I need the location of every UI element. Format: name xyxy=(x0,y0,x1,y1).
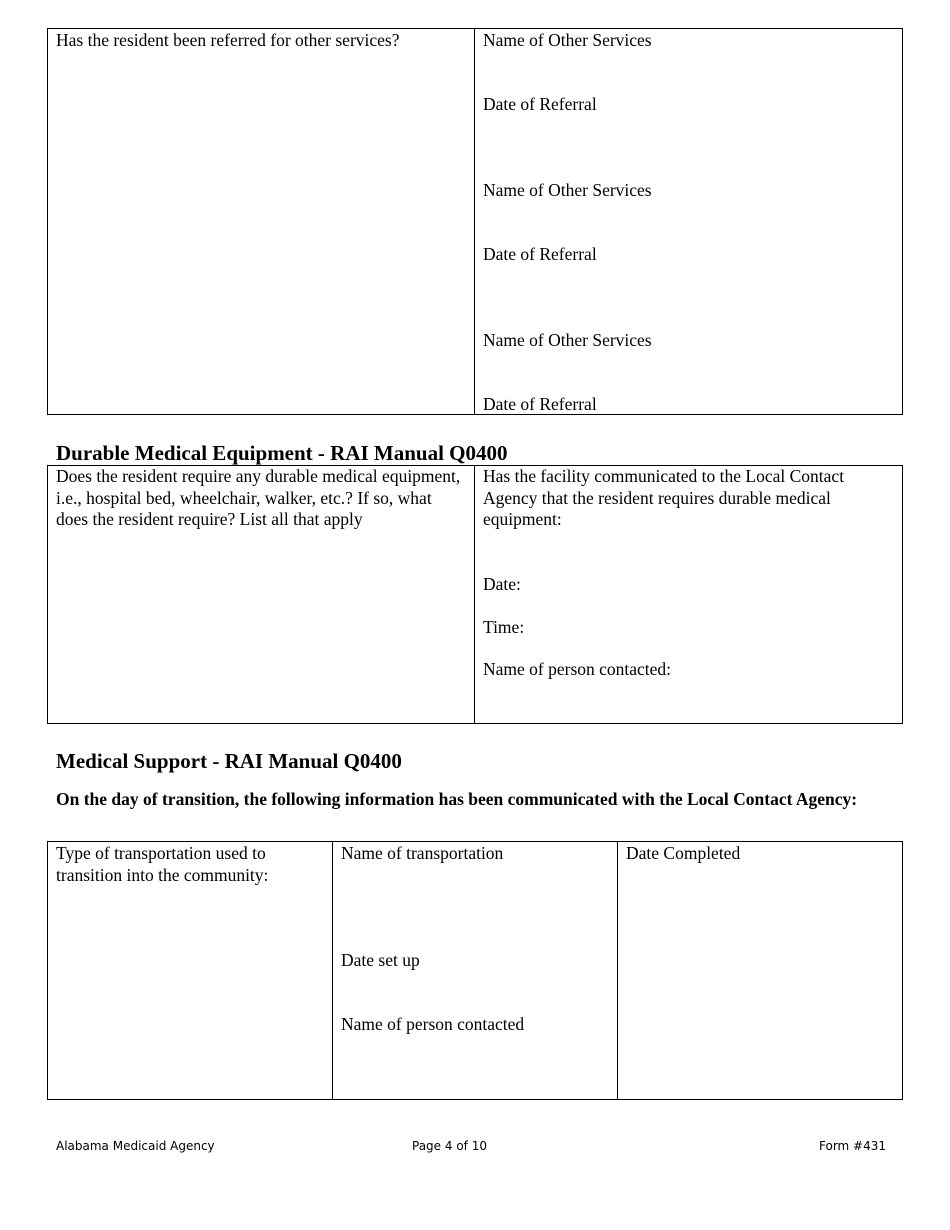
referral-answer-field[interactable] xyxy=(52,56,470,410)
dme-date-label: Date: xyxy=(483,574,521,594)
dme-question: Does the resident require any durable medical equipment, i.e., hospital bed, wheelchair, walker, etc.? If so, what does the resident require? List all that apply xyxy=(56,466,461,529)
referral-3-name-label: Name of Other Services xyxy=(483,330,652,350)
date-set-up-label: Date set up xyxy=(341,950,420,970)
medical-support-subheading: On the day of transition, the following information has been communicated with the Local Contact Agency: xyxy=(56,789,858,809)
dme-communication-question: Has the facility communicated to the Local Contact Agency that the resident requires durable medical equipment: xyxy=(483,466,845,529)
referral-2-date-label: Date of Referral xyxy=(483,244,597,264)
dme-person-label: Name of person contacted: xyxy=(483,659,672,679)
footer-page-number: Page 4 of 10 xyxy=(412,1139,487,1153)
transport-person-label: Name of person contacted xyxy=(341,1014,525,1034)
dme-table-divider xyxy=(474,465,475,724)
referral-1-date-label: Date of Referral xyxy=(483,94,597,114)
referral-3-date-label: Date of Referral xyxy=(483,394,597,414)
medical-support-divider-1 xyxy=(332,841,333,1100)
medical-support-heading: Medical Support - RAI Manual Q0400 xyxy=(56,749,402,773)
transport-type-field[interactable] xyxy=(52,890,328,1094)
referral-question: Has the resident been referred for other services? xyxy=(56,30,400,50)
referral-2-name-label: Name of Other Services xyxy=(483,180,652,200)
transport-name-label: Name of transportation xyxy=(341,843,504,863)
referral-1-name-label: Name of Other Services xyxy=(483,30,652,50)
date-completed-label: Date Completed xyxy=(626,843,741,863)
footer-agency: Alabama Medicaid Agency xyxy=(56,1139,215,1153)
dme-time-label: Time: xyxy=(483,617,525,637)
referral-table-divider xyxy=(474,28,475,415)
dme-heading: Durable Medical Equipment - RAI Manual Q0400 xyxy=(56,441,508,465)
date-completed-field[interactable] xyxy=(622,868,898,1094)
dme-answer-field[interactable] xyxy=(52,556,470,718)
footer-form-number: Form #431 xyxy=(819,1139,887,1153)
transport-type-label: Type of transportation used to transition into the community: xyxy=(56,843,269,885)
medical-support-divider-2 xyxy=(617,841,618,1100)
